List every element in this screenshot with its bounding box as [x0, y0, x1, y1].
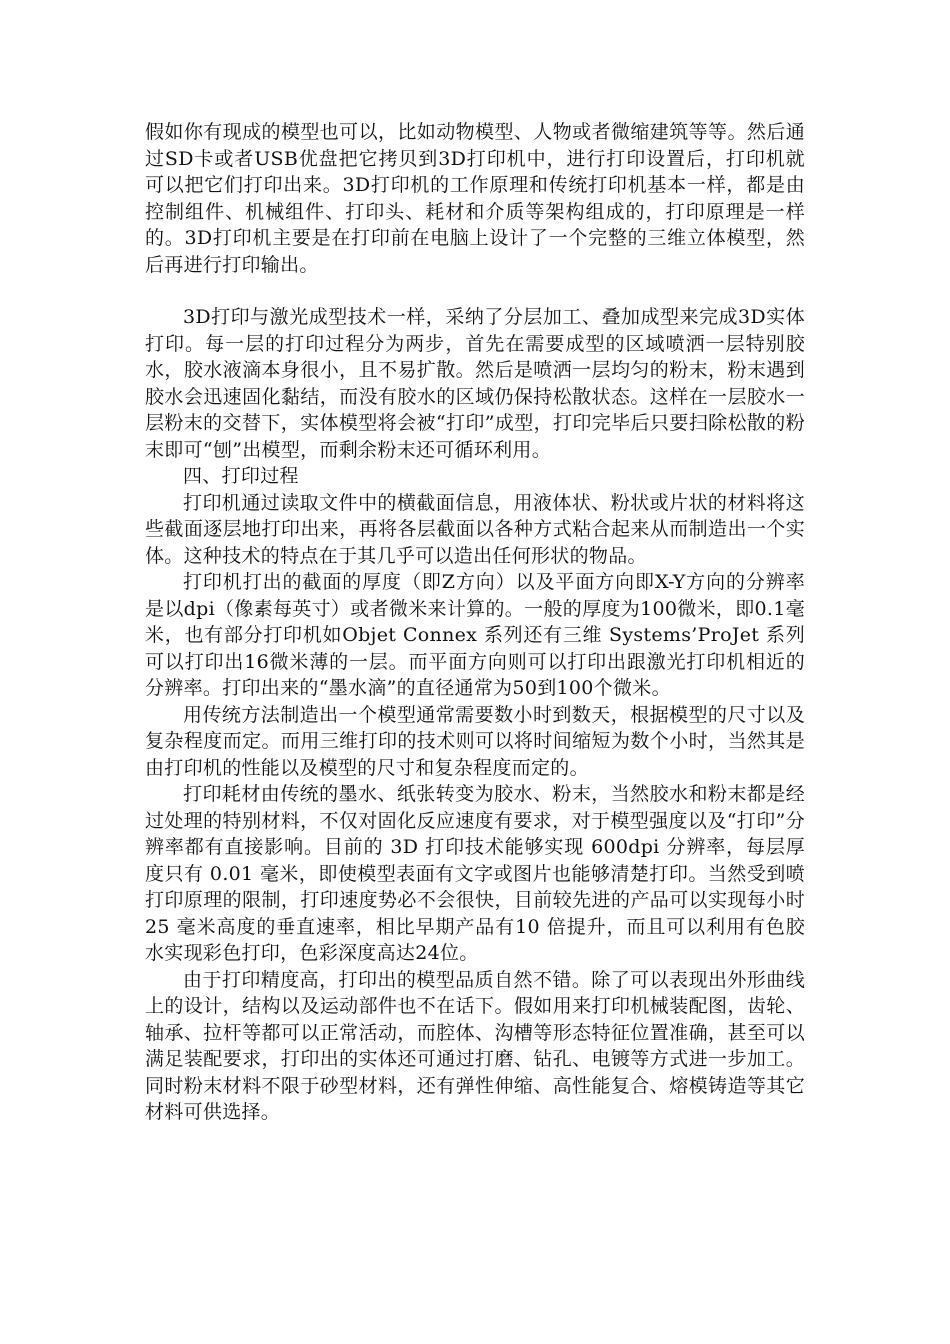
paragraph-precision: 由于打印精度高，打印出的模型品质自然不错。除了可以表现出外形曲线上的设计，结构以及运动部件也不在话下。假如用来打印机械装配图，齿轮、轴承、拉杆等都可以正常活动，而腔体、沟槽等形态特征位置准确，甚至可以满足装配要求，打印出的实体还可通过打磨、钻孔、电镀等方式进一步加工。同时粉末材料不限于砂型材料，还有弹性伸缩、高性能复合、熔模铸造等其它材料可供选择。: [145, 968, 805, 1123]
paragraph-resolution: 打印机打出的截面的厚度（即Z方向）以及平面方向即X-Y方向的分辨率是以dpi（像素每英寸）或者微米来计算的。一般的厚度为100微米，即0.1毫米，也有部分打印机如Objet Connex 系列还有三维 Systems’ProJet 系列可以打印出16微米薄的一层。而平面方向则可以打印出跟激光打印机相近的分辨率。打印出来的“墨水滴”的直径通常为50到100个微米。: [145, 571, 805, 699]
paragraph-materials: 打印耗材由传统的墨水、纸张转变为胶水、粉末，当然胶水和粉末都是经过处理的特别材料，不仅对固化反应速度有要求，对于模型强度以及“打印”分辨率都有直接影响。目前的 3D 打印技术能够实现 600dpi 分辨率，每层厚度只有 0.01 毫米，即使模型表面有文字或图片也能够清楚打印。当然受到喷打印原理的限制，打印速度势必不会很快，目前较先进的产品可以实现每小时 25 毫米高度的垂直速率，相比早期产品有10 倍提升，而且可以利用有色胶水实现彩色打印，色彩深度高达24位。: [145, 783, 805, 964]
section-heading: 四、打印过程: [183, 465, 299, 487]
paragraph-cross-section: 打印机通过读取文件中的横截面信息，用液体状、粉状或片状的材料将这些截面逐层地打印出来，再将各层截面以各种方式粘合起来从而制造出一个实体。这种技术的特点在于其几乎可以造出任何形状的物品。: [145, 491, 805, 567]
paragraph-speed: 用传统方法制造出一个模型通常需要数小时到数天，根据模型的尺寸以及复杂程度而定。而用三维打印的技术则可以将时间缩短为数个小时，当然其是由打印机的性能以及模型的尺寸和复杂程度而定的。: [145, 703, 805, 779]
paragraph-layering: 3D打印与激光成型技术一样，采纳了分层加工、叠加成型来完成3D实体打印。每一层的打印过程分为两步，首先在需要成型的区域喷洒一层特别胶水，胶水液滴本身很小，且不易扩散。然后是喷洒一层均匀的粉末，粉末遇到胶水会迅速固化黏结，而没有胶水的区域仍保持松散状态。这样在一层胶水一层粉末的交替下，实体模型将会被“打印”成型，打印完毕后只要扫除松散的粉末即可“刨”出模型，而剩余粉末还可循环利用。: [145, 306, 805, 461]
paragraph-gap: [145, 278, 805, 304]
paragraph-intro: 假如你有现成的模型也可以，比如动物模型、人物或者微缩建筑等等。然后通过SD卡或者USB优盘把它拷贝到3D打印机中，进行打印设置后，打印机就可以把它们打印出来。3D打印机的工作原理和传统打印机基本一样，都是由控制组件、机械组件、打印头、耗材和介质等架构组成的，打印原理是一样的。3D打印机主要是在打印前在电脑上设计了一个完整的三维立体模型，然后再进行打印输出。: [145, 121, 805, 276]
document-page: [145, 119, 805, 1126]
